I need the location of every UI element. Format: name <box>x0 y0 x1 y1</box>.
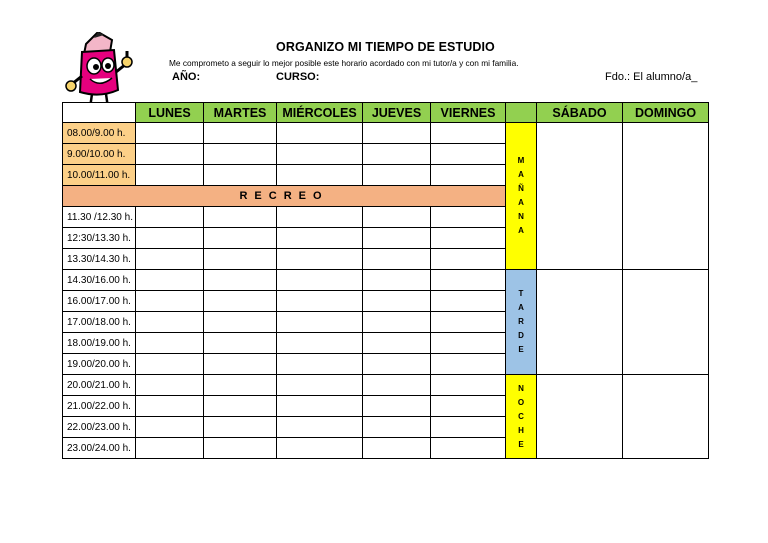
time-label: 20.00/21.00 h. <box>63 375 136 396</box>
period-morning-label <box>506 123 537 270</box>
schedule-cell[interactable] <box>431 249 506 270</box>
period-night-label <box>506 375 537 459</box>
saturday-cell[interactable] <box>537 123 623 270</box>
schedule-cell[interactable] <box>136 165 204 186</box>
schedule-cell[interactable] <box>277 207 363 228</box>
schedule-cell[interactable] <box>363 333 431 354</box>
corner-cell <box>63 103 136 123</box>
time-label: 9.00/10.00 h. <box>63 144 136 165</box>
schedule-cell[interactable] <box>277 375 363 396</box>
schedule-cell[interactable] <box>363 228 431 249</box>
schedule-cell[interactable] <box>277 438 363 459</box>
time-label: 16.00/17.00 h. <box>63 291 136 312</box>
day-header-wednesday: MIÉRCOLES <box>277 103 363 123</box>
schedule-cell[interactable] <box>136 207 204 228</box>
saturday-cell[interactable] <box>537 375 623 459</box>
schedule-cell[interactable] <box>277 396 363 417</box>
schedule-cell[interactable] <box>431 375 506 396</box>
day-header-friday: VIERNES <box>431 103 506 123</box>
schedule-cell[interactable] <box>136 354 204 375</box>
day-header-sunday: DOMINGO <box>623 103 709 123</box>
period-header-gap <box>506 103 537 123</box>
schedule-cell[interactable] <box>363 144 431 165</box>
schedule-cell[interactable] <box>136 312 204 333</box>
sunday-cell[interactable] <box>623 123 709 270</box>
period-letter: O <box>517 397 525 407</box>
day-header-tuesday: MARTES <box>204 103 277 123</box>
period-letter: E <box>518 345 524 354</box>
schedule-cell[interactable] <box>204 228 277 249</box>
day-header-saturday: SÁBADO <box>537 103 623 123</box>
signature-label: Fdo.: El alumno/a_ <box>605 71 698 83</box>
schedule-cell[interactable] <box>431 165 506 186</box>
period-letter: H <box>518 425 524 435</box>
period-letter: R <box>518 317 524 326</box>
schedule-cell[interactable] <box>277 165 363 186</box>
schedule-cell[interactable] <box>363 207 431 228</box>
schedule-cell[interactable] <box>277 249 363 270</box>
schedule-cell[interactable] <box>277 312 363 333</box>
header-row <box>63 103 709 123</box>
day-header-thursday: JUEVES <box>363 103 431 123</box>
time-label: 19.00/20.00 h. <box>63 354 136 375</box>
schedule-cell[interactable] <box>277 417 363 438</box>
schedule-cell[interactable] <box>431 228 506 249</box>
schedule-cell[interactable] <box>363 165 431 186</box>
schedule-cell[interactable] <box>277 354 363 375</box>
schedule-cell[interactable] <box>431 291 506 312</box>
period-letter: M <box>517 156 525 165</box>
schedule-cell[interactable] <box>363 438 431 459</box>
schedule-cell[interactable] <box>136 144 204 165</box>
schedule-cell[interactable] <box>204 417 277 438</box>
page-title: ORGANIZO MI TIEMPO DE ESTUDIO <box>276 40 495 54</box>
time-label: 10.00/11.00 h. <box>63 165 136 186</box>
time-label: 14.30/16.00 h. <box>63 270 136 291</box>
schedule-cell[interactable] <box>363 396 431 417</box>
schedule-cell[interactable] <box>431 207 506 228</box>
schedule-cell[interactable] <box>431 354 506 375</box>
course-label: CURSO: <box>276 71 320 83</box>
time-label: 21.00/22.00 h. <box>63 396 136 417</box>
schedule-cell[interactable] <box>363 354 431 375</box>
schedule-cell[interactable] <box>136 249 204 270</box>
schedule-cell[interactable] <box>431 123 506 144</box>
schedule-cell[interactable] <box>277 228 363 249</box>
schedule-cell[interactable] <box>204 123 277 144</box>
schedule-cell[interactable] <box>277 144 363 165</box>
schedule-cell[interactable] <box>204 375 277 396</box>
schedule-cell[interactable] <box>431 438 506 459</box>
schedule-cell[interactable] <box>204 270 277 291</box>
schedule-cell[interactable] <box>136 396 204 417</box>
schedule-cell[interactable] <box>136 417 204 438</box>
day-header-monday: LUNES <box>136 103 204 123</box>
commitment-text: Me comprometo a seguir lo mejor posible este horario acordado con mi tutor/a y con mi familia. <box>169 58 519 68</box>
time-label: 17.00/18.00 h. <box>63 312 136 333</box>
schedule-cell[interactable] <box>204 249 277 270</box>
period-letter: E <box>518 439 524 449</box>
schedule-cell[interactable] <box>431 333 506 354</box>
schedule-cell[interactable] <box>136 291 204 312</box>
schedule-cell[interactable] <box>363 270 431 291</box>
period-letter: A <box>518 198 524 207</box>
schedule-cell[interactable] <box>204 291 277 312</box>
recess-label: RECREO <box>63 186 506 207</box>
schedule-cell[interactable] <box>204 438 277 459</box>
schedule-cell[interactable] <box>277 333 363 354</box>
schedule-cell[interactable] <box>277 291 363 312</box>
schedule-cell[interactable] <box>136 270 204 291</box>
schedule-cell[interactable] <box>136 375 204 396</box>
time-label: 08.00/9.00 h. <box>63 123 136 144</box>
schedule-cell[interactable] <box>277 270 363 291</box>
schedule-table <box>62 102 709 459</box>
time-row <box>63 123 709 144</box>
schedule-cell[interactable] <box>363 375 431 396</box>
schedule-cell[interactable] <box>277 123 363 144</box>
period-letter: N <box>518 383 524 393</box>
time-label: 22.00/23.00 h. <box>63 417 136 438</box>
schedule-cell[interactable] <box>204 354 277 375</box>
schedule-cell[interactable] <box>204 312 277 333</box>
schedule-cell[interactable] <box>431 270 506 291</box>
schedule-cell[interactable] <box>136 123 204 144</box>
schedule-cell[interactable] <box>204 144 277 165</box>
time-row <box>63 270 709 291</box>
period-letter: A <box>518 303 524 312</box>
period-letter: A <box>518 170 524 179</box>
sunday-cell[interactable] <box>623 270 709 375</box>
period-letter: N <box>518 212 524 221</box>
period-letter: A <box>518 226 524 235</box>
schedule-cell[interactable] <box>431 144 506 165</box>
period-letter: D <box>518 331 524 340</box>
period-letter: C <box>518 411 524 421</box>
schedule-cell[interactable] <box>204 396 277 417</box>
time-label: 11.30 /12.30 h. <box>63 207 136 228</box>
sunday-cell[interactable] <box>623 375 709 459</box>
time-label: 23.00/24.00 h. <box>63 438 136 459</box>
period-letter: T <box>518 289 524 298</box>
schedule-cell[interactable] <box>363 123 431 144</box>
schedule-cell[interactable] <box>136 228 204 249</box>
schedule-cell[interactable] <box>204 207 277 228</box>
saturday-cell[interactable] <box>537 270 623 375</box>
schedule-cell[interactable] <box>363 291 431 312</box>
period-letter: Ñ <box>518 184 524 193</box>
schedule-cell[interactable] <box>363 312 431 333</box>
period-afternoon-label <box>506 270 537 375</box>
schedule-cell[interactable] <box>363 249 431 270</box>
schedule-cell[interactable] <box>136 438 204 459</box>
year-label: AÑO: <box>172 71 201 83</box>
schedule-cell[interactable] <box>363 417 431 438</box>
schedule-cell[interactable] <box>431 417 506 438</box>
schedule-cell[interactable] <box>204 165 277 186</box>
schedule-cell[interactable] <box>204 333 277 354</box>
time-label: 18.00/19.00 h. <box>63 333 136 354</box>
schedule-cell[interactable] <box>431 312 506 333</box>
schedule-cell[interactable] <box>431 396 506 417</box>
time-label: 12:30/13.30 h. <box>63 228 136 249</box>
schedule-cell[interactable] <box>136 333 204 354</box>
time-label: 13.30/14.30 h. <box>63 249 136 270</box>
time-row <box>63 375 709 396</box>
